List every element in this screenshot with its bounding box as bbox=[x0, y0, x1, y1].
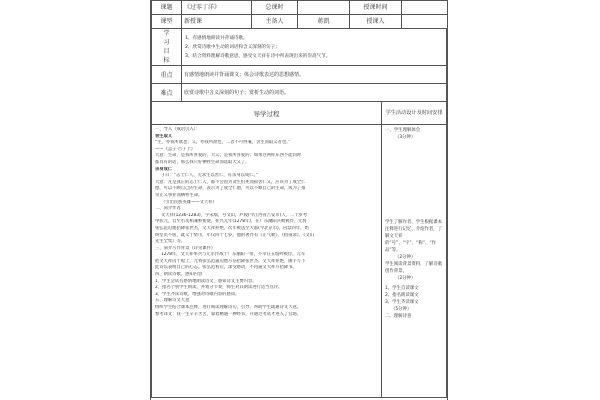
process-line: （引出民族英雄——文天祥） bbox=[161, 199, 217, 205]
activity-line: （2分钟） bbox=[395, 276, 416, 281]
presenter-value: 蒋凯 bbox=[298, 15, 350, 29]
activity-line: 一、学生理解体会 bbox=[385, 128, 421, 133]
topic-label: 课题 bbox=[152, 1, 182, 15]
objectives-label-char: 学 bbox=[163, 30, 170, 37]
teacher-label: 授课人 bbox=[350, 15, 402, 29]
process-line: “生，亦我所欲也；义，亦我所欲也，二者不可得兼，舍生而取义者也。” bbox=[155, 140, 291, 146]
process-line: 张弘范迫他招降张世杰，文天祥拒绝，次年被送至大都(今北京市)，囚禁四年，始 bbox=[155, 225, 309, 231]
difficulties-text: 欣赏诗歌中含义深刻的句子；赏析生动的词语。 bbox=[182, 84, 447, 102]
process-line: 崇正义事业而牺牲生命。 bbox=[155, 192, 203, 198]
difficulties-label: 难点 bbox=[152, 84, 182, 102]
objective-item: 2、欣赏诗歌中生动的词语和含义深刻的句子； bbox=[185, 44, 280, 50]
activity-line: 学生阅读背景资料，了解诗歌创作背景。 bbox=[385, 262, 443, 274]
process-line: 一、导入（成语引入）： bbox=[155, 127, 201, 132]
process-line: 1278年，文天祥率兵与元军作战于广东潮阳一带，不幸在五坡岭被俘。元军 bbox=[161, 252, 306, 258]
process-line: 先生全集》等。 bbox=[155, 239, 186, 245]
lesson-plan-sheet bbox=[150, 0, 448, 400]
activity-line: 学生了解作者，学生根据课本注释进行记忆，介绍作者，了解文天祥的“号”、“字”、“称”、“作品”等。 bbox=[385, 220, 443, 253]
activity-content bbox=[382, 125, 447, 398]
process-line: 参考译文：我一生辛辛苦苦，靠着精通一种经书，开通过考试才进入了官场。 bbox=[155, 311, 302, 317]
objective-item: 1、有感情地朗读并背诵诗歌。 bbox=[185, 35, 248, 41]
process-line: 文天祥(1236-1283)，字宋瑞，号文山，庐陵(今江西省吉安市)人，二十岁考 bbox=[161, 212, 308, 218]
objectives-label-char: 目 bbox=[163, 48, 170, 55]
objectives-table bbox=[151, 28, 447, 66]
process-line: 四、朗读诗歌，感知内容 bbox=[155, 272, 203, 278]
process-heading: 杀身成仁 bbox=[155, 166, 173, 172]
process-line: 终坚贞不屈，就义于柴市，年仅四十七岁。他的著作有《正气歌》、《指南录》、《文山 bbox=[155, 232, 314, 238]
process-line: 都具有的话，那么我只好牺牲生命而选取大义了。 bbox=[155, 159, 250, 165]
process-line: 把文天祥囚于船上，元将张弘范逼迫他写信招降张世杰，文天祥拒绝，随手写下 bbox=[155, 258, 306, 264]
lesson-type-value: 新授课 bbox=[182, 15, 252, 29]
teacher-value bbox=[402, 15, 449, 29]
key-points-text: 有感情地朗读并背诵课文；体会诗歌表达的思想感情。 bbox=[182, 66, 447, 84]
process-line: ——《孟子·告子上》 bbox=[155, 146, 196, 152]
objectives-label bbox=[152, 29, 182, 66]
activity-line: （2分钟） bbox=[395, 255, 416, 260]
teaching-time-label: 授课时间 bbox=[350, 1, 402, 15]
process-line: 2、指名个别学生朗读，并划分节奏，师生对其朗读进行适当点评。 bbox=[155, 285, 283, 291]
process-line: 二、简介作者 bbox=[155, 206, 181, 212]
process-line: 组织学生结合课本注释，进行阅读理解诗句，引导、帮助学生疏通诗文大意。 bbox=[155, 305, 302, 311]
presenter-label: 主备人 bbox=[252, 15, 298, 29]
key-points-label: 重点 bbox=[152, 66, 182, 84]
total-hours-value bbox=[298, 1, 350, 15]
activity-line: 二、理解诗意 bbox=[385, 314, 412, 319]
total-hours-label: 总课时 bbox=[252, 1, 298, 15]
process-content bbox=[152, 125, 382, 398]
activity-line: 1、学生自读课文 bbox=[385, 286, 419, 291]
objectives-list bbox=[182, 29, 447, 66]
activity-line: （3分钟） bbox=[395, 135, 416, 140]
objectives-label-char: 习 bbox=[163, 39, 170, 46]
process-line: 3、学生齐读诗歌，增强对诗歌内容的感知。 bbox=[155, 291, 240, 297]
activity-line: 3、学生齐读课文 bbox=[385, 300, 419, 305]
objective-item: 3、结合资料理解诗歌意思，感受文天祥在诗中所表现出来的崇高气节。 bbox=[185, 53, 331, 59]
process-title: 导学过程 bbox=[152, 102, 382, 125]
process-line: 大意：生命，是我所喜爱的，大义，是我所喜爱的；如果这两样东西不能同时 bbox=[155, 153, 302, 159]
keypoints-table bbox=[151, 65, 447, 102]
objectives-label-char: 标 bbox=[163, 57, 170, 64]
teaching-time-value bbox=[402, 1, 449, 15]
process-line: 五、理解诗文大意 bbox=[155, 298, 190, 304]
process-line: 此诗以表明自己的心志。张弘范看后，深受感动，不再逼文天祥写招降书。 bbox=[155, 265, 297, 271]
process-line: 中状元，官至右丞相兼枢密使。祥兴元年(1278年)，在广东潮阳兵败被俘，元将 bbox=[155, 219, 307, 225]
process-heading: 舍生取义 bbox=[155, 133, 173, 139]
topic-value: 《过零丁洋》 bbox=[182, 1, 252, 15]
activity-title: 学生活动设计及时间安排 bbox=[382, 102, 447, 125]
activity-line: 2、指名朗读课文 bbox=[385, 293, 419, 298]
activity-line: （5分钟） bbox=[391, 307, 412, 312]
process-line: 子曰：“志士仁人，无求生以害仁，有杀身以成仁。” bbox=[161, 173, 258, 179]
process-line: 大意：凡是真正的志士仁人，都不会因为贪生怕死而损害仁义，应该为了成全仁 bbox=[155, 179, 306, 185]
process-line: 1、学生尝试有感情地朗读诗文，感知诗文主要内容。 bbox=[155, 278, 257, 284]
lesson-type-label: 课型 bbox=[152, 15, 182, 29]
process-line: 德，可以不顾自己的生命，表示为了成全仁德，可以不顾自己的生命，成为了推 bbox=[155, 186, 306, 192]
header-table bbox=[151, 0, 448, 29]
process-table bbox=[151, 101, 447, 398]
process-line: 三、简介写作背景（详见课件） bbox=[155, 245, 216, 251]
